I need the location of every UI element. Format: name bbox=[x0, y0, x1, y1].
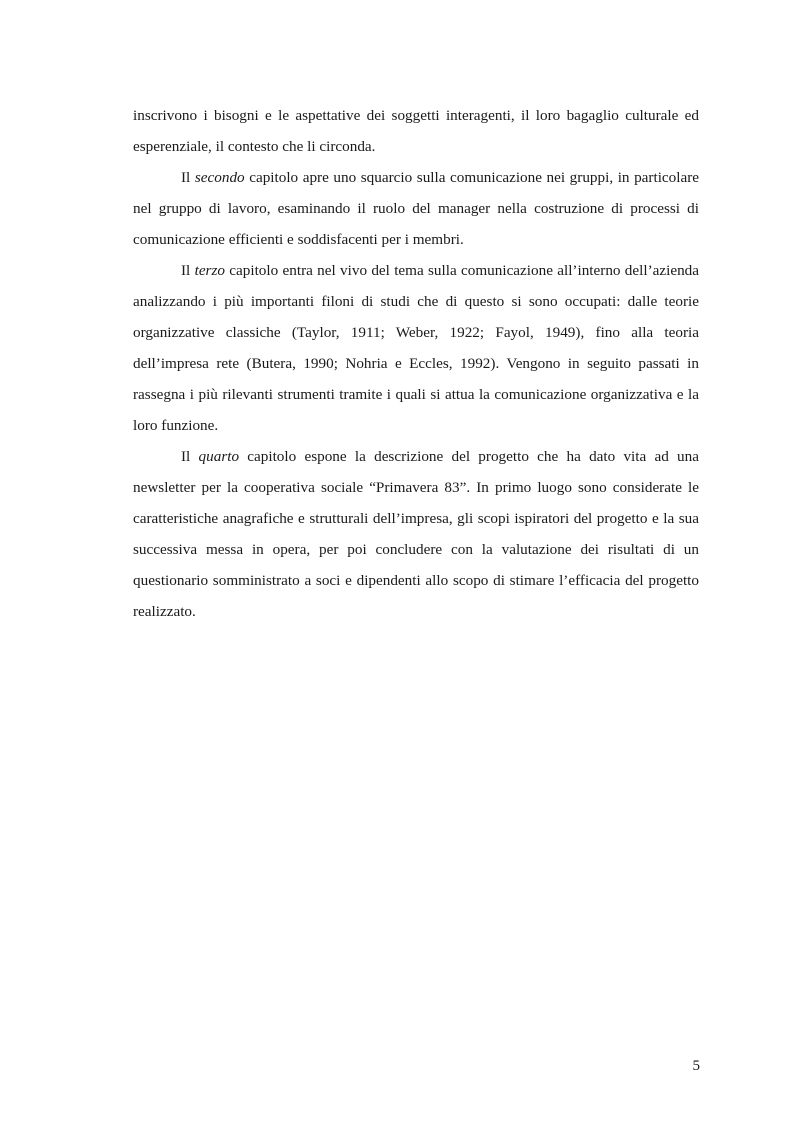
paragraph-0-text: inscrivono i bisogni e le aspettative dei soggetti interagenti, il loro bagaglio culturale ed esperenziale, il contesto che li circonda. bbox=[133, 107, 699, 155]
body-text bbox=[133, 100, 699, 627]
paragraph-continuation bbox=[133, 100, 699, 162]
paragraph-quarto-capitolo bbox=[133, 441, 699, 627]
paragraph-3-body: capitolo espone la descrizione del progetto che ha dato vita ad una newsletter per la cooperativa sociale “Primavera 83”. In primo luogo sono considerate le caratteristiche anagrafiche e strutturali dell’impresa, gli scopi ispiratori del progetto e la sua successiva messa in opera, per poi concludere con la valutazione dei risultati di un questionario somministrato a soci e dipendenti allo scopo di stimare l’efficacia del progetto realizzato. bbox=[133, 448, 699, 620]
paragraph-secondo-capitolo bbox=[133, 162, 699, 255]
paragraph-2-lead: Il bbox=[181, 262, 195, 279]
paragraph-3-italic-term: quarto bbox=[198, 448, 240, 465]
paragraph-terzo-capitolo bbox=[133, 255, 699, 441]
paragraph-2-italic-term: terzo bbox=[194, 262, 225, 279]
paragraph-3-lead: Il bbox=[181, 448, 199, 465]
paragraph-1-italic-term: secondo bbox=[194, 169, 245, 186]
page-number: 5 bbox=[692, 1058, 700, 1074]
paragraph-1-lead: Il bbox=[181, 169, 195, 186]
paragraph-2-body: capitolo entra nel vivo del tema sulla comunicazione all’interno dell’azienda analizzando i più importanti filoni di studi che di questo si sono occupati: dalle teorie organizzative classiche (Taylor, 1911; Weber, 1922; Fayol, 1949), fino alla teoria dell’impresa rete (Butera, 1990; Nohria e Eccles, 1992). Vengono in seguito passati in rassegna i più rilevanti strumenti tramite i quali si attua la comunicazione organizzativa e la loro funzione. bbox=[133, 262, 700, 434]
paragraph-1-body: capitolo apre uno squarcio sulla comunicazione nei gruppi, in particolare nel gruppo di lavoro, esaminando il ruolo del manager nella costruzione di processi di comunicazione efficienti e soddisfacenti per i membri. bbox=[133, 169, 700, 248]
